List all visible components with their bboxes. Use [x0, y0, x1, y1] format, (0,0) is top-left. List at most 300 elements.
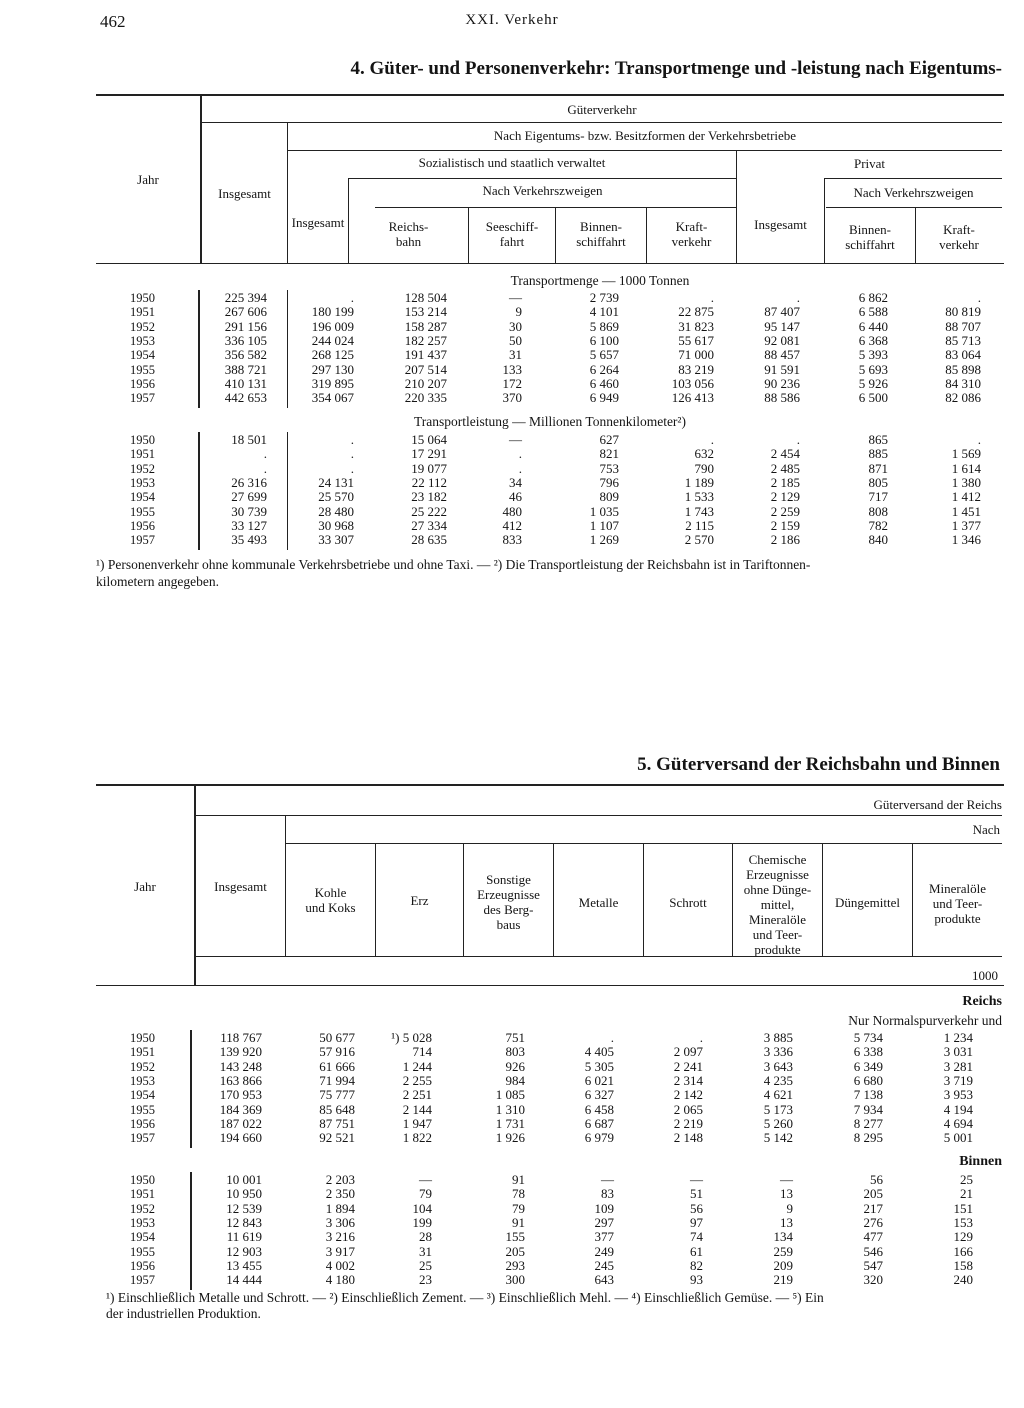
t4-menge-cell: 297 130: [311, 361, 354, 377]
t5-reichs-cell: 71 994: [319, 1072, 355, 1088]
t4-leistung-cell: 808: [868, 503, 888, 519]
t5-col-sonstige: Sonstige Erzeugnisse des Berg- baus: [477, 872, 540, 932]
t5-binnen-cell: 13: [780, 1186, 793, 1202]
t4-col-eigentum: Nach Eigentums- bzw. Besitzformen der Verkehrsbetriebe: [493, 128, 797, 143]
t4-leistung-cell: 2 454: [770, 446, 800, 462]
t5-reichs-cell: 6 327: [584, 1087, 614, 1103]
t4-menge-cell: 6 368: [858, 332, 888, 348]
t4-leistung-cell: 790: [694, 460, 714, 476]
t4-menge-cell: 182 257: [404, 332, 447, 348]
t5-binnen-cell: 643: [594, 1272, 614, 1288]
t5-reichs-cell: 5 001: [943, 1130, 973, 1146]
t5-col-mineraloele: Mineralöle und Teer- produkte: [928, 881, 987, 926]
t4-leistung-cell: 2 186: [770, 532, 800, 548]
t5-binnen-cell: 259: [773, 1243, 793, 1259]
t4-menge-cell: 410 131: [224, 375, 267, 391]
t5-reichs-cell: 4 194: [943, 1101, 973, 1117]
t5-reichs-cell: 984: [505, 1072, 525, 1088]
t4-menge-cell: 126 413: [671, 390, 714, 406]
t4-leistung-cell: 25 222: [411, 503, 447, 519]
t5-binnen-cell: —: [419, 1172, 432, 1187]
t4-leistung-cell: 1 451: [951, 503, 981, 519]
t4-menge-cell: 5 657: [589, 347, 619, 363]
t4-leistung-cell: 33 307: [318, 532, 354, 548]
t5-reichs-cell: 3 281: [943, 1058, 973, 1074]
t5-binnen-cell: 547: [863, 1257, 883, 1273]
t4-leistung-year: 1955: [130, 504, 155, 519]
t5-binnen-cell: 23: [419, 1272, 432, 1288]
t5-binnen-cell: 25: [419, 1257, 432, 1273]
t4-leistung-cell: 30 968: [318, 517, 354, 533]
t5-binnen-cell: 4 002: [325, 1257, 355, 1273]
t4-leistung-cell: .: [710, 432, 714, 447]
t5-binnen-year: 1956: [130, 1258, 155, 1273]
t5-reichs-cell: 1 926: [495, 1130, 525, 1146]
t5-reichs-cell: 5 305: [584, 1058, 614, 1074]
t5-footnote-line2: der industriellen Produktion.: [106, 1306, 261, 1321]
t4-menge-year: 1951: [130, 305, 155, 320]
t4-leistung-cell: 46: [509, 489, 522, 505]
t4-menge-cell: 225 394: [224, 290, 267, 305]
t5-binnen-cell: 477: [863, 1229, 883, 1245]
t5-reichs-cell: 184 369: [219, 1101, 262, 1117]
t4-leistung-cell: 2 159: [770, 517, 800, 533]
t5-binnen-cell: 56: [870, 1172, 883, 1187]
t5-col-nach: Nach: [972, 822, 1000, 837]
t5-reichs-cell: 6 458: [584, 1101, 614, 1117]
t5-reichs-cell: 2 097: [673, 1044, 703, 1060]
t5-binnen-cell: 205: [863, 1186, 883, 1202]
t4-leistung-cell: 30 739: [231, 503, 267, 519]
t4-menge-cell: 6 264: [589, 361, 619, 377]
t4-menge-cell: 4 101: [589, 304, 619, 320]
t5-reichs-cell: .: [699, 1030, 703, 1045]
t5-reichs-cell: 2 142: [673, 1087, 703, 1103]
t5-binnen-year: 1951: [130, 1187, 155, 1202]
t5-reichs-year: 1954: [130, 1088, 155, 1103]
t4-leistung-cell: 480: [502, 503, 522, 519]
t4-leistung-cell: 1 346: [951, 532, 981, 548]
t5-reichs-cell: 6 687: [584, 1115, 614, 1131]
t5-binnen-cell: 199: [412, 1214, 432, 1230]
t4-leistung-cell: 24 131: [318, 474, 354, 490]
t4-menge-cell: 30: [509, 318, 522, 334]
page-number: 462: [100, 12, 126, 31]
t4-leistung-cell: 2 115: [685, 517, 714, 533]
t5-col-kohle: Kohle und Koks: [305, 885, 356, 915]
t4-menge-cell: 85 713: [945, 332, 981, 348]
t5-col-duengemittel: Düngemittel: [835, 895, 900, 910]
t5-col-schrott: Schrott: [669, 895, 707, 910]
t5-reichs-cell: 8 277: [853, 1115, 883, 1131]
t4-leistung-cell: 28 480: [318, 503, 354, 519]
t5-binnen-cell: 13 455: [226, 1257, 262, 1273]
t5-reichs-year: 1955: [130, 1102, 155, 1117]
t4-leistung-cell: 27 334: [411, 517, 447, 533]
t4-menge-cell: 6 588: [858, 304, 888, 320]
t5-reichs-cell: 2 251: [402, 1087, 432, 1103]
t5-binnen-cell: 155: [505, 1229, 525, 1245]
t5-reichs-year: 1952: [130, 1059, 155, 1074]
t4-menge-cell: 83 219: [678, 361, 714, 377]
t5-binnen-cell: 109: [594, 1200, 614, 1216]
t4-menge-cell: 207 514: [404, 361, 447, 377]
t5-section-reichs: Reichs: [962, 994, 1002, 1009]
t4-menge-cell: 210 207: [404, 375, 447, 391]
t4-col-reichsbahn: Reichs- bahn: [388, 219, 429, 249]
t4-menge-cell: 85 898: [945, 361, 981, 377]
t4-leistung-cell: 1 107: [589, 517, 619, 533]
t4-footnote-line2: kilometern angegeben.: [96, 574, 219, 589]
t5-reichs-cell: 5 142: [763, 1130, 793, 1146]
t5-reichs-cell: 92 521: [319, 1130, 355, 1146]
t4-menge-year: 1950: [130, 291, 155, 305]
t5-binnen-year: 1955: [130, 1244, 155, 1259]
t4-menge-cell: 31: [509, 347, 522, 363]
t5-binnen-cell: 240: [953, 1272, 973, 1288]
t5-binnen-cell: 91: [512, 1172, 525, 1187]
t5-reichs-cell: 170 953: [219, 1087, 262, 1103]
t5-reichs-cell: 2 314: [673, 1072, 703, 1088]
t5-binnen-cell: 21: [960, 1186, 973, 1202]
t5-reichs-cell: 3 643: [763, 1058, 793, 1074]
t5-binnen-cell: —: [690, 1172, 703, 1187]
t4-leistung-cell: .: [518, 446, 522, 462]
t5-reichs-cell: 751: [505, 1030, 525, 1045]
t4-menge-cell: 6 440: [858, 318, 888, 334]
t5-binnen-cell: 97: [690, 1214, 703, 1230]
t5-binnen-cell: 91: [512, 1214, 525, 1230]
t4-menge-cell: 268 125: [311, 347, 354, 363]
t5-binnen-cell: 249: [594, 1243, 614, 1259]
t5-binnen-cell: 2 350: [325, 1186, 355, 1202]
t4-leistung-cell: .: [977, 432, 981, 447]
t5-binnen-cell: 82: [690, 1257, 703, 1273]
t4-col-verkehrszweige-privat: Nach Verkehrszweigen: [853, 185, 974, 200]
t5-reichs-cell: 7 138: [853, 1087, 883, 1103]
t5-reichs-cell: 194 660: [219, 1130, 262, 1146]
t5-binnen-cell: 51: [690, 1186, 703, 1202]
t4-leistung-year: 1952: [130, 461, 155, 476]
t4-menge-year: 1957: [130, 391, 155, 406]
t5-col-insgesamt: Insgesamt: [214, 879, 267, 894]
t4-col-jahr: Jahr: [137, 172, 159, 187]
t4-leistung-year: 1956: [130, 518, 155, 533]
t4-col-verkehrszweige: Nach Verkehrszweigen: [482, 183, 603, 198]
t5-reichs-cell: 187 022: [219, 1115, 262, 1131]
t5-binnen-cell: 104: [412, 1200, 432, 1216]
t5-reichs-cell: 75 777: [319, 1087, 355, 1103]
t5-reichs-cell: ¹) 5 028: [391, 1030, 432, 1045]
t5-reichs-cell: 6 338: [853, 1044, 883, 1060]
t4-leistung-cell: 23 182: [411, 489, 447, 505]
t4-menge-cell: 9: [515, 304, 522, 320]
t5-reichs-year: 1951: [130, 1045, 155, 1060]
t5-binnen-cell: 3 216: [325, 1229, 355, 1245]
t4-menge-cell: 291 156: [224, 318, 267, 334]
t4-menge-cell: 6 500: [858, 390, 888, 406]
t5-binnen-cell: 25: [960, 1172, 973, 1187]
t4-menge-cell: 5 693: [858, 361, 888, 377]
t5-binnen-cell: 12 903: [226, 1243, 262, 1259]
t5-binnen-cell: 28: [419, 1229, 432, 1245]
t5-binnen-cell: 219: [773, 1272, 793, 1288]
t4-menge-cell: 82 086: [945, 390, 981, 406]
t4-leistung-cell: 35 493: [231, 532, 267, 548]
t5-binnen-cell: 300: [505, 1272, 525, 1288]
t4-leistung-cell: 18 501: [231, 432, 267, 447]
t4-menge-cell: 5 393: [858, 347, 888, 363]
t4-leistung-cell: 33 127: [231, 517, 267, 533]
t4-menge-cell: .: [350, 290, 354, 305]
t4-menge-year: 1956: [130, 376, 155, 391]
t5-reichs-cell: .: [610, 1030, 614, 1045]
t4-menge-cell: 80 819: [945, 304, 981, 320]
t4-menge-cell: .: [710, 290, 714, 305]
t5-col-metalle: Metalle: [578, 895, 619, 910]
t4-leistung-cell: .: [350, 446, 354, 462]
t5-reichs-cell: 6 349: [853, 1058, 883, 1074]
t4-menge-cell: 2 739: [589, 290, 619, 305]
t4-menge-cell: 71 000: [678, 347, 714, 363]
t5-reichs-cell: 5 173: [763, 1101, 793, 1117]
t5-binnen-cell: 134: [773, 1229, 793, 1245]
t5-reichs-cell: 8 295: [853, 1130, 883, 1146]
t4-col-privat-binnenschiffahrt: Binnen- schiffahrt: [845, 222, 895, 252]
t5-binnen-year: 1950: [130, 1173, 155, 1187]
t4-menge-cell: 267 606: [224, 304, 267, 320]
t4-leistung-cell: 717: [868, 489, 888, 505]
t5-binnen-cell: 12 539: [226, 1200, 262, 1216]
t4-menge-cell: 158 287: [404, 318, 447, 334]
t5-reichs-cell: 4 621: [763, 1087, 793, 1103]
t4-leistung-year: 1954: [130, 490, 155, 505]
t5-binnen-cell: 546: [863, 1243, 883, 1259]
t4-col-binnenschiffahrt: Binnen- schiffahrt: [576, 219, 626, 249]
t5-binnen-cell: 245: [594, 1257, 614, 1273]
t5-binnen-cell: 2 203: [325, 1172, 355, 1187]
t5-binnen-year: 1957: [130, 1273, 155, 1288]
t4-menge-cell: 88 457: [764, 347, 800, 363]
t4-leistung-cell: 1 269: [589, 532, 619, 548]
t4-leistung-cell: —: [509, 432, 522, 447]
t4-leistung-year: 1957: [130, 533, 155, 548]
t5-reichs-year: 1953: [130, 1073, 155, 1088]
t4-menge-cell: 128 504: [404, 290, 447, 305]
t4-menge-cell: 191 437: [404, 347, 447, 363]
t4-section-transportmenge: Transportmenge — 1000 Tonnen: [510, 273, 690, 288]
t4-col-sozialistisch: Sozialistisch und staatlich verwaltet: [418, 155, 606, 170]
t4-menge-cell: 6 949: [589, 390, 619, 406]
t4-leistung-cell: 15 064: [411, 432, 447, 447]
t4-col-seeschiffahrt: Seeschiff- fahrt: [485, 219, 539, 249]
t4-menge-cell: 244 024: [311, 332, 354, 348]
t5-reichs-cell: 3 953: [943, 1087, 973, 1103]
t4-menge-cell: 370: [502, 390, 522, 406]
t5-binnen-cell: 14 444: [226, 1272, 262, 1288]
t4-leistung-cell: 17 291: [411, 446, 447, 462]
t5-binnen-cell: 151: [953, 1200, 973, 1216]
t5-binnen-cell: 320: [863, 1272, 883, 1288]
t4-menge-cell: 91 591: [764, 361, 800, 377]
t4-leistung-cell: 25 570: [318, 489, 354, 505]
t4-menge-year: 1955: [130, 362, 155, 377]
t4-leistung-cell: 1 412: [951, 489, 981, 505]
t4-leistung-year: 1951: [130, 447, 155, 462]
t5-reichs-cell: 4 235: [763, 1072, 793, 1088]
t4-leistung-cell: 1 189: [684, 474, 714, 490]
t4-col-soz-insgesamt: Insgesamt: [291, 215, 345, 230]
t5-reichs-cell: 2 144: [402, 1101, 432, 1117]
t4-menge-year: 1953: [130, 333, 155, 348]
t5-binnen-cell: 83: [601, 1186, 614, 1202]
t4-leistung-cell: 805: [868, 474, 888, 490]
t4-leistung-cell: 2 129: [770, 489, 800, 505]
t5-reichs-cell: 6 021: [584, 1072, 614, 1088]
t4-leistung-cell: 821: [599, 446, 619, 462]
t4-menge-cell: 88 707: [945, 318, 981, 334]
t4-menge-cell: 22 875: [678, 304, 714, 320]
t5-reichs-year: 1950: [130, 1031, 155, 1045]
t5-reichs-cell: 2 065: [673, 1101, 703, 1117]
t5-reichs-cell: 6 680: [853, 1072, 883, 1088]
t5-col-erz: Erz: [410, 893, 429, 908]
t4-menge-cell: 6 862: [858, 290, 888, 305]
t4-leistung-cell: 2 485: [770, 460, 800, 476]
t4-leistung-cell: 26 316: [231, 474, 267, 490]
t5-reichs-cell: 85 648: [319, 1101, 355, 1117]
t4-menge-cell: 88 586: [764, 390, 800, 406]
t4-leistung-year: 1950: [130, 433, 155, 447]
t5-binnen-cell: 11 619: [226, 1229, 262, 1245]
t5-binnen-cell: 74: [690, 1229, 703, 1245]
t5-binnen-cell: 78: [512, 1186, 525, 1202]
t4-menge-cell: .: [977, 290, 981, 305]
t5-reichs-cell: 3 336: [763, 1044, 793, 1060]
t4-menge-cell: 442 653: [224, 390, 267, 406]
t5-reichs-cell: 118 767: [220, 1030, 262, 1045]
t5-reichs-cell: 4 694: [943, 1115, 973, 1131]
t5-binnen-cell: 9: [786, 1200, 793, 1216]
t4-menge-cell: 103 056: [671, 375, 714, 391]
t5-binnen-cell: 205: [505, 1243, 525, 1259]
t5-reichs-cell: 3 719: [943, 1072, 973, 1088]
t5-binnen-cell: 297: [594, 1214, 614, 1230]
t5-reichs-cell: 5 260: [763, 1115, 793, 1131]
t5-binnen-cell: 166: [953, 1243, 973, 1259]
t5-reichs-cell: 163 866: [219, 1072, 262, 1088]
t4-leistung-cell: 27 699: [231, 489, 267, 505]
t4-leistung-cell: 1 743: [684, 503, 714, 519]
t4-leistung-cell: 1 380: [951, 474, 981, 490]
t5-reichs-cell: 5 734: [853, 1030, 883, 1045]
t4-menge-cell: 6 460: [589, 375, 619, 391]
t5-binnen-cell: 377: [594, 1229, 614, 1245]
t4-leistung-cell: 833: [502, 532, 522, 548]
t4-menge-year: 1952: [130, 319, 155, 334]
t5-reichs-cell: 1 244: [402, 1058, 432, 1074]
t5-binnen-cell: 10 950: [226, 1186, 262, 1202]
t4-menge-cell: 354 067: [311, 390, 354, 406]
t4-menge-cell: 220 335: [404, 390, 447, 406]
t5-section-reichs-sub: Nur Normalspurverkehr und: [848, 1013, 1002, 1028]
t5-reichs-cell: 1 822: [402, 1130, 432, 1146]
t5-reichs-cell: 926: [505, 1058, 525, 1074]
t5-binnen-cell: 56: [690, 1200, 703, 1216]
t4-col-kraftverkehr: Kraft- verkehr: [671, 219, 712, 249]
t5-reichs-cell: 2 148: [673, 1130, 703, 1146]
t5-reichs-cell: 50 677: [319, 1030, 355, 1045]
t4-leistung-cell: .: [796, 432, 800, 447]
t4-menge-cell: 92 081: [764, 332, 800, 348]
t4-leistung-cell: 627: [599, 432, 619, 447]
table4-title: 4. Güter- und Personenverkehr: Transportmenge und -leistung nach Eigentums-: [350, 58, 1002, 79]
t4-section-transportleistung: Transportleistung — Millionen Tonnenkilometer²): [414, 414, 686, 429]
t5-reichs-cell: 1 234: [943, 1030, 973, 1045]
t4-menge-year: 1954: [130, 348, 155, 363]
t4-leistung-cell: 28 635: [411, 532, 447, 548]
t5-reichs-cell: 87 751: [319, 1115, 355, 1131]
t5-reichs-cell: 4 405: [584, 1044, 614, 1060]
t5-binnen-cell: —: [601, 1172, 614, 1187]
t4-menge-cell: 50: [509, 332, 522, 348]
t5-reichs-cell: 1 947: [402, 1115, 432, 1131]
t4-leistung-cell: 1 035: [589, 503, 619, 519]
t5-reichs-cell: 61 666: [319, 1058, 355, 1074]
t5-binnen-year: 1954: [130, 1230, 155, 1245]
t5-reichs-cell: 143 248: [219, 1058, 262, 1074]
t4-menge-cell: 172: [502, 375, 522, 391]
t4-col-privat: Privat: [853, 156, 886, 171]
t5-footnote-line1: ¹) Einschließlich Metalle und Schrott. — ²) Einschließlich Zement. — ³) Einschließlich Mehl. — ⁴) Einschließlich Gemüse. — ⁵) Ein: [106, 1290, 824, 1305]
t5-reichs-year: 1957: [130, 1131, 155, 1146]
t4-leistung-cell: 753: [599, 460, 619, 476]
t5-binnen-cell: 12 843: [226, 1214, 262, 1230]
t4-leistung-cell: 1 614: [951, 460, 981, 476]
t4-menge-cell: 84 310: [945, 375, 981, 391]
t5-binnen-cell: 158: [953, 1257, 973, 1273]
table5-title: 5. Güterversand der Reichsbahn und Binnen: [637, 754, 1000, 775]
t4-menge-cell: 356 582: [224, 347, 267, 363]
t5-binnen-cell: 3 917: [325, 1243, 355, 1259]
t5-binnen-cell: 13: [780, 1214, 793, 1230]
t4-leistung-cell: 796: [599, 474, 619, 490]
t4-col-insgesamt: Insgesamt: [218, 186, 271, 201]
t5-reichs-cell: 6 979: [584, 1130, 614, 1146]
t4-menge-cell: 196 009: [311, 318, 354, 334]
t4-menge-cell: 6 100: [589, 332, 619, 348]
t5-reichs-cell: 714: [412, 1044, 432, 1060]
t4-menge-cell: 5 869: [589, 318, 619, 334]
t4-menge-cell: 87 407: [764, 304, 800, 320]
t5-binnen-cell: 79: [419, 1186, 432, 1202]
t5-binnen-cell: 61: [690, 1243, 703, 1259]
t4-leistung-cell: 2 570: [684, 532, 714, 548]
t5-reichs-cell: 1 310: [495, 1101, 525, 1117]
t5-col-jahr: Jahr: [134, 879, 156, 894]
t5-binnen-cell: 293: [505, 1257, 525, 1273]
t5-reichs-cell: 3 031: [943, 1044, 973, 1060]
t5-reichs-cell: 1 085: [495, 1087, 525, 1103]
t5-binnen-cell: 3 306: [325, 1214, 355, 1230]
t5-col-chemische: Chemische Erzeugnisse ohne Dünge- mittel, Mineralöle und Teer- produkte: [743, 852, 812, 957]
t5-binnen-cell: 276: [863, 1214, 883, 1230]
t4-leistung-cell: .: [350, 432, 354, 447]
t4-leistung-cell: 1 377: [951, 517, 981, 533]
t4-menge-cell: 95 147: [764, 318, 800, 334]
t4-menge-cell: 31 823: [678, 318, 714, 334]
t4-col-privat-insgesamt: Insgesamt: [754, 217, 807, 232]
